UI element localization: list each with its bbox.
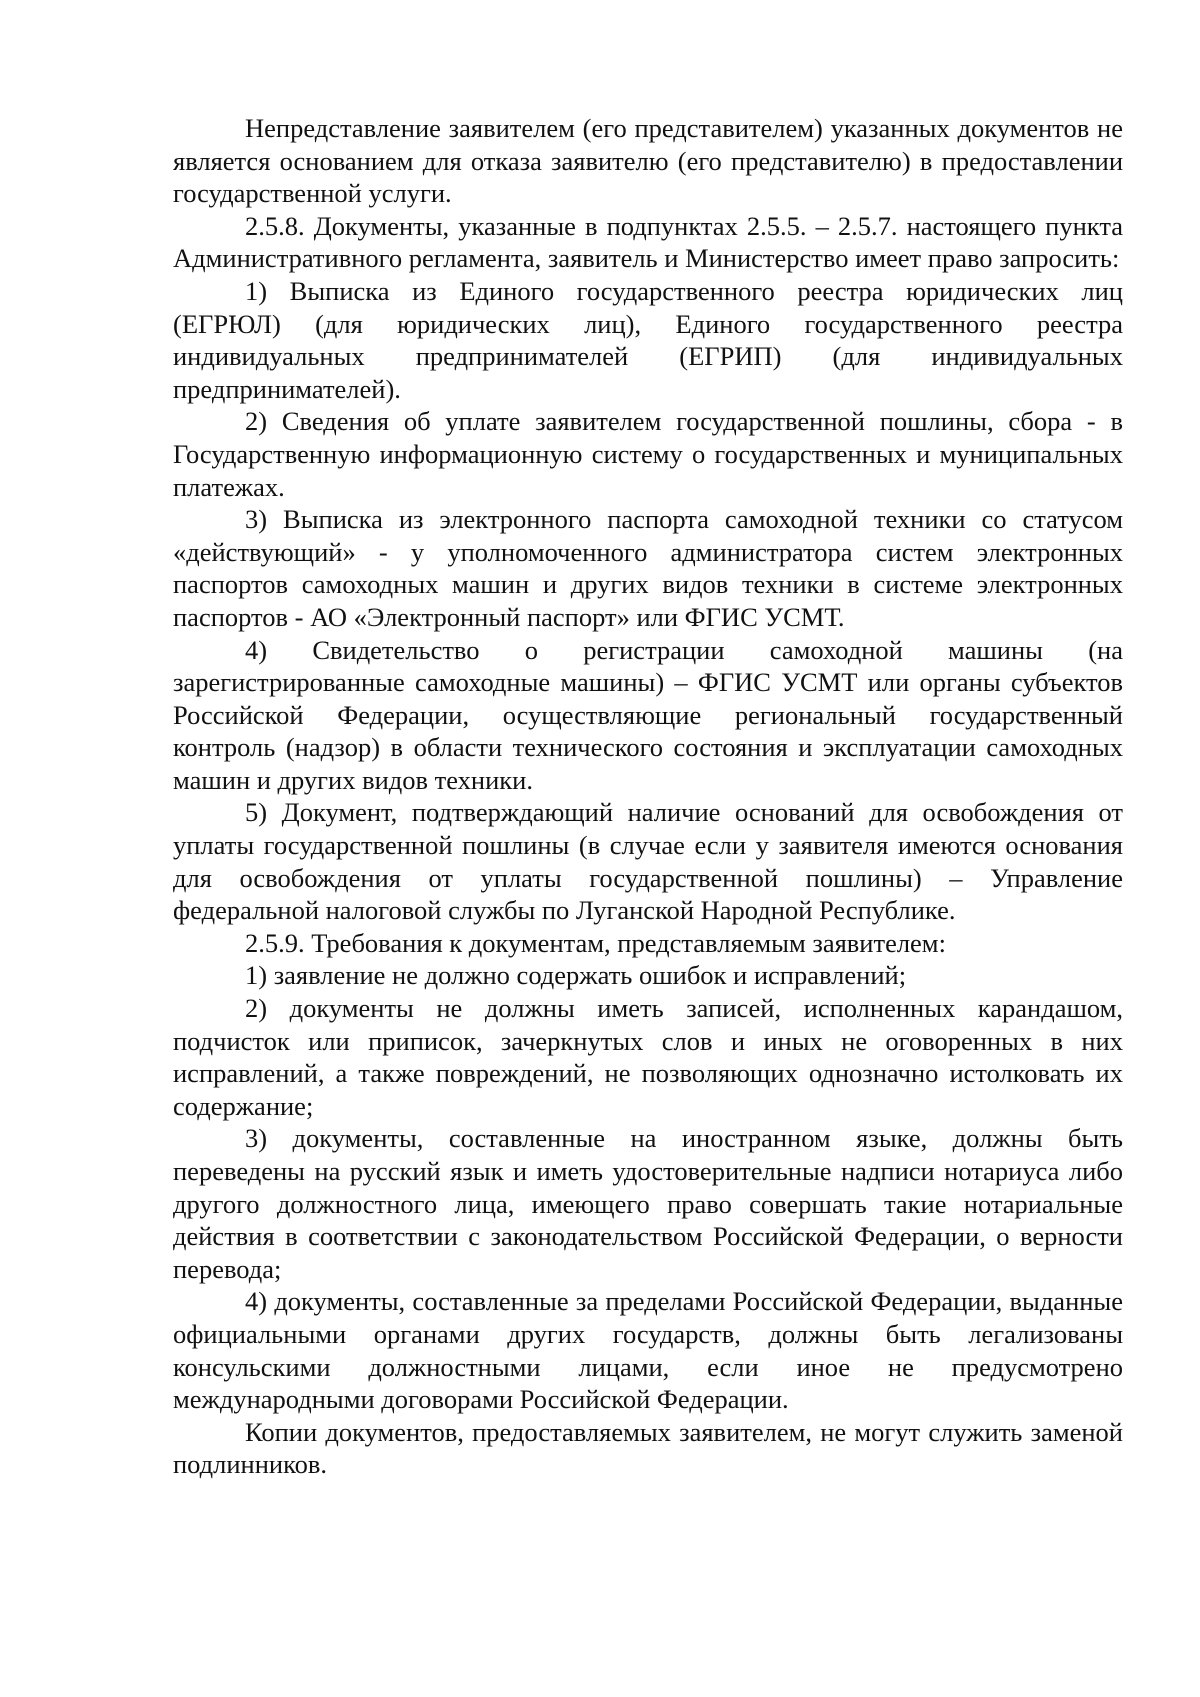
- requirement-item-4: 4) документы, составленные за пределами Российской Федерации, выданные официальными органами других государств, должны быть легализованы консульскими должностными лицами, если иное не предусмотрено международными договорами Российской Федерации.: [173, 1286, 1123, 1415]
- paragraph-2-5-9: 2.5.9. Требования к документам, представляемым заявителем:: [245, 927, 946, 958]
- requirement-item-2: 2) документы не должны иметь записей, исполненных карандашом, подчисток или приписок, зачеркнутых слов и иных не оговоренных в них исправлений, а также повреждений, не позволяющих однозначно истолковать их содержание;: [173, 993, 1123, 1121]
- paragraph-2-5-8: 2.5.8. Документы, указанные в подпунктах 2.5.5. – 2.5.7. настоящего пункта Административного регламента, заявитель и Министерство имеет право запросить:: [173, 210, 1123, 274]
- requirement-item-3: 3) документы, составленные на иностранном языке, должны быть переведены на русский язык и иметь удостоверительные надписи нотариуса либо другого должностного лица, имеющего право совершать такие нотариальные действия в соответствии с законодательством Российской Федерации, о верности перевода;: [173, 1123, 1123, 1284]
- list-item-egrul-extract: 1) Выписка из Единого государственного реестра юридических лиц (ЕГРЮЛ) (для юридических лиц), Единого государственного реестра индивидуальных предпринимателей (ЕГРИП) (для индивидуальных предпринимателей).: [173, 275, 1123, 404]
- requirement-item-1: 1) заявление не должно содержать ошибок и исправлений;: [245, 960, 907, 991]
- paragraph-nonsubmission-note: Непредставление заявителем (его представителем) указанных документов не является основанием для отказа заявителю (его представителю) в предоставлении государственной услуги.: [173, 113, 1123, 209]
- document-page: [173, 112, 1123, 1481]
- list-item-fee-exemption-document: 5) Документ, подтверждающий наличие оснований для освобождения от уплаты государственной пошлины (в случае если у заявителя имеются основания для освобождения от уплаты государственной пошлины) – Управление федеральной налоговой службы по Луганской Народной Республике.: [173, 797, 1123, 926]
- list-item-electronic-passport-extract: 3) Выписка из электронного паспорта самоходной техники со статусом «действующий» - у уполномоченного администратора систем электронных паспортов самоходных машин и других видов техники в системе электронных паспортов - АО «Электронный паспорт» или ФГИС УСМТ.: [173, 504, 1123, 632]
- list-item-state-fee-info: 2) Сведения об уплате заявителем государственной пошлины, сбора - в Государственную информационную систему о государственных и муниципальных платежах.: [173, 406, 1123, 502]
- paragraph-copies-note: Копии документов, предоставляемых заявителем, не могут служить заменой подлинников.: [173, 1416, 1123, 1480]
- list-item-registration-certificate: 4) Свидетельство о регистрации самоходной машины (на зарегистрированные самоходные машины) – ФГИС УСМТ или органы субъектов Российской Федерации, осуществляющие региональный государственный контроль (надзор) в области технического состояния и эксплуатации самоходных машин и других видов техники.: [173, 634, 1123, 795]
